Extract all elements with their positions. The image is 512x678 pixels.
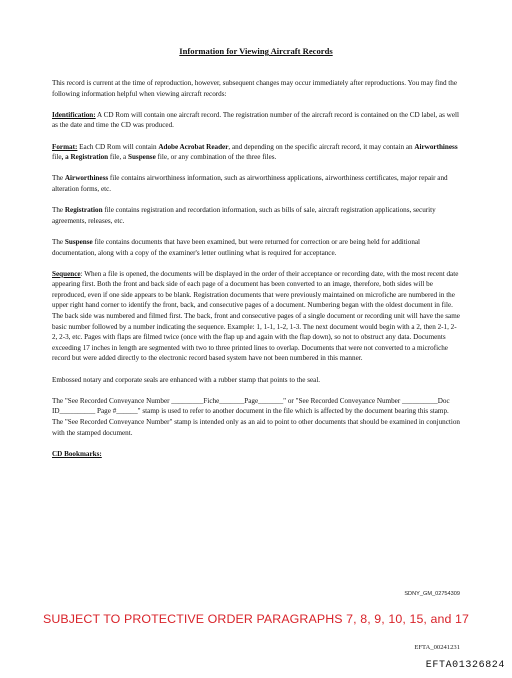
- airworthiness-bold: Airworthiness: [64, 174, 109, 183]
- identification-label: Identification:: [52, 110, 96, 119]
- registration-pre: The: [52, 206, 65, 215]
- document-body: [52, 78, 460, 470]
- format-bold-suspense: Suspense: [127, 153, 156, 162]
- suspense-paragraph: [52, 237, 460, 258]
- registration-paragraph: [52, 205, 460, 226]
- identification-text: A CD Rom will contain one aircraft record. The registration number of the aircraft record is contained on the CD label, as well as the date and time the CD was produced.: [52, 110, 459, 130]
- bates-number-small: SDNY_GM_02754309: [404, 591, 460, 597]
- suspense-text: file contains documents that have been examined, but were returned for correction or are being held for additional documentation, along with a copy of the examiner's letter outlining what is required for acceptance.: [52, 237, 421, 257]
- airworthiness-paragraph: [52, 173, 460, 194]
- page-title: Information for Viewing Aircraft Records: [179, 46, 333, 56]
- airworthiness-text: file contains airworthiness information, such as airworthiness applications, airworthiness certificates, major repair and alteration forms, etc.: [52, 174, 448, 193]
- format-bold-registration: Registration: [70, 153, 109, 162]
- format-bold-acrobat: Adobe Acrobat Reader: [158, 142, 229, 151]
- format-text-4: , a: [61, 153, 71, 162]
- see-recorded-paragraph: The "See Recorded Conveyance Number _________Fiche_______Page_______" or "See Recorded Conveyance Number __________Doc ID__________ Page #______" stamp is used to refer to another document in the file which is affected by the document bearing this stamp. The "See Recorded Conveyance Number" stamp is intended only as an aid to point to other documents that should be examined in conjunction with the stamped document.: [52, 396, 460, 437]
- cd-bookmarks-heading: CD Bookmarks:: [52, 449, 102, 458]
- registration-text: file contains registration and recordation information, such as bills of sale, aircraft registration applications, security agreements, releases, etc.: [52, 206, 436, 225]
- format-text-5: file, a: [108, 153, 128, 162]
- format-text-2: , and depending on the specific aircraft record, it may contain an: [228, 142, 415, 151]
- format-text-3: file: [52, 153, 62, 162]
- suspense-bold: Suspense: [64, 237, 93, 246]
- format-paragraph: [52, 142, 460, 163]
- format-bold-airworthiness: Airworthiness: [414, 142, 458, 151]
- suspense-pre: The: [52, 237, 65, 246]
- embossed-paragraph: Embossed notary and corporate seals are enhanced with a rubber stamp that points to the seal.: [52, 375, 321, 384]
- airworthiness-pre: The: [52, 174, 65, 183]
- identification-paragraph: [52, 110, 460, 131]
- format-label: Format:: [52, 142, 78, 151]
- protective-order-stamp: SUBJECT TO PROTECTIVE ORDER PARAGRAPHS 7, 8, 9, 10, 15, and 17: [42, 612, 470, 626]
- sequence-text: : When a file is opened, the documents will be displayed in the order of their acceptance or recording date, with the most recent date appearing first. Both the front and back side of each page of a document has been converted to an image, therefore, both sides will be reproduced, even if one side appears to be blank. Registration documents that were previously maintained on microfiche are numbered in the upper right hand corner to identify the front, back, and consecutive pages of a document. Numbering began with the oldest document in file. The back side was numbered and filmed first. The back, front and consecutive pages of a single document or recording unit will have the same basic number followed by a number indicating the sequence. Example: 1, 1-1, 1-2, 1-3. The next document would begin with a 2, then 2-1, 2-2, 2-3, etc. Pages with flaps are filmed twice (once with the flap up and again with the flap down), so not to obstruct any data. Documents exceeding 17 inches in length are segmented with two to three printed lines to overlap. Documents that were not converted to a microfiche record but were added directly to the electronic record based system have not been numbered in this manner.: [52, 269, 460, 363]
- format-text-6: file, or any combination of the three files.: [155, 153, 277, 162]
- efta-number-large: EFTA01326824: [425, 660, 505, 671]
- sequence-paragraph: [52, 269, 460, 364]
- sequence-label: Sequence: [52, 269, 81, 278]
- intro-paragraph: This record is current at the time of reproduction, however, subsequent changes may occur immediately after reproductions. You may find the following information helpful when viewing aircraft records:: [52, 79, 458, 98]
- registration-bold: Registration: [64, 206, 103, 215]
- format-text-1: Each CD Rom will contain: [77, 142, 159, 151]
- efta-number-small: EFTA_00241231: [414, 644, 460, 651]
